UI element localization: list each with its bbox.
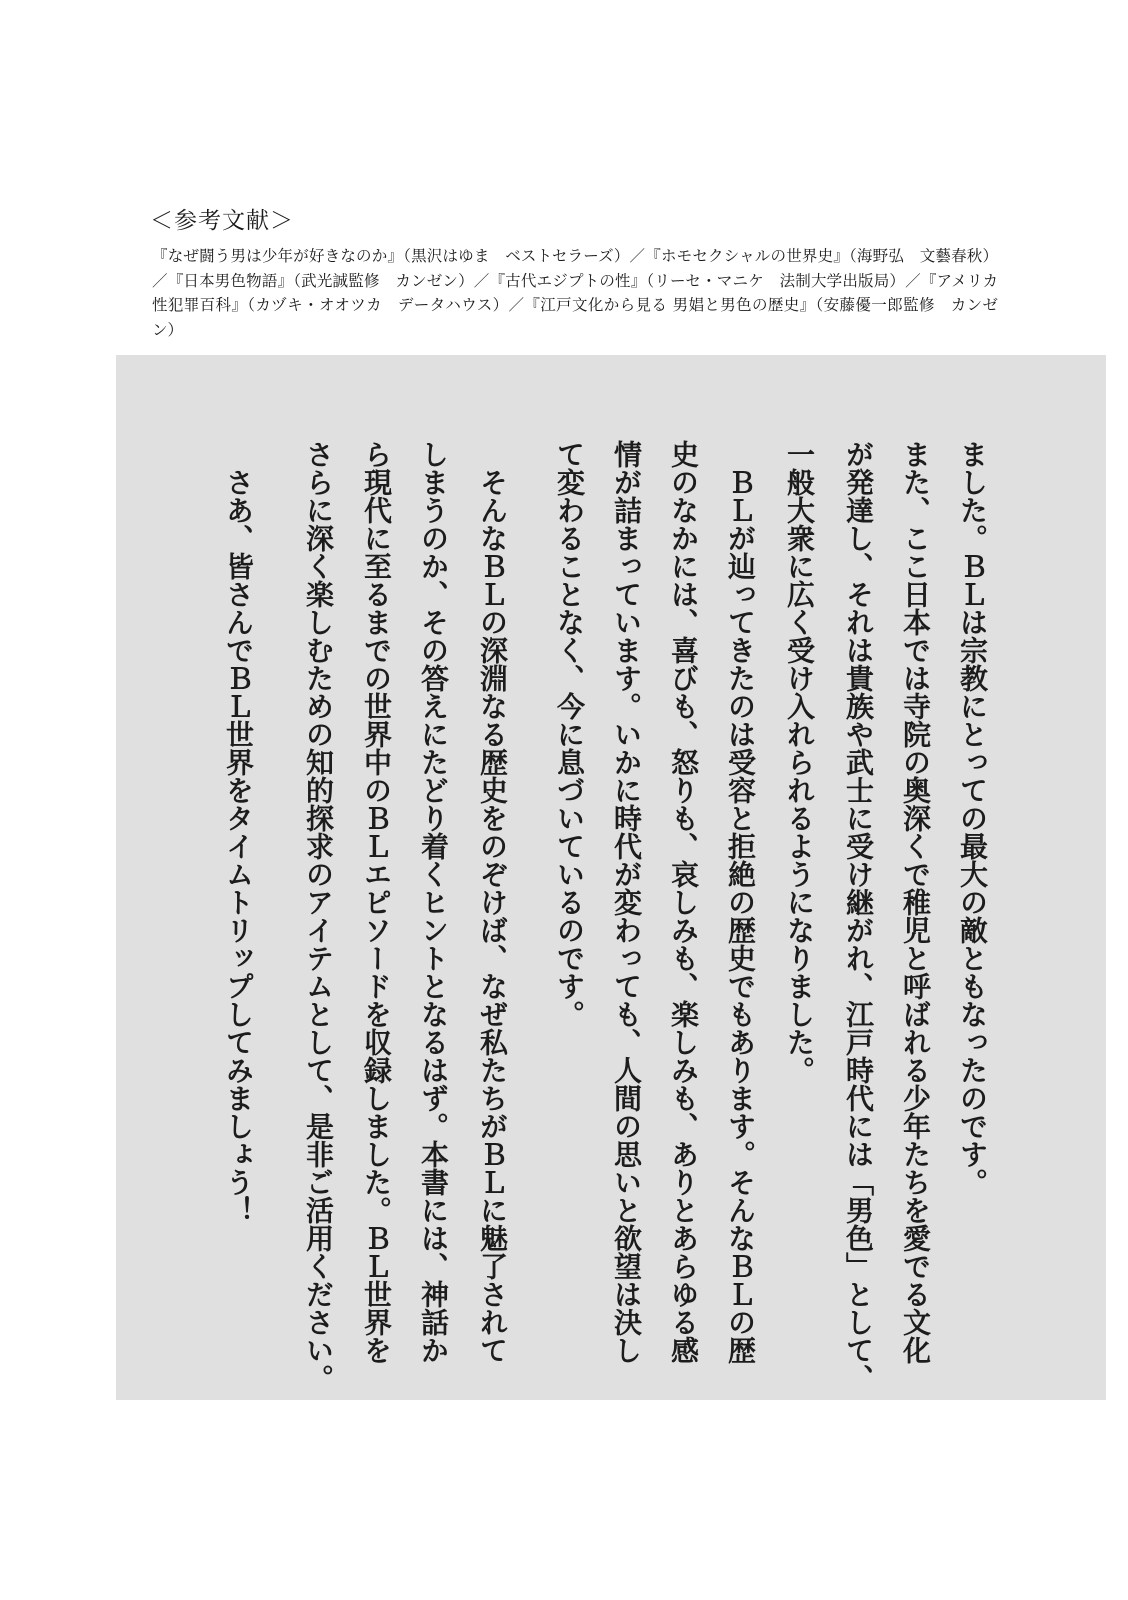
body-column: ら現代に至るまでの世界中のＢＬエピソードを収録しました。ＢＬ世界を xyxy=(360,440,393,1364)
body-column: また、ここ日本では寺院の奥深くで稚児と呼ばれる少年たちを愛でる文化 xyxy=(899,440,932,1364)
body-column: ＢＬが辿ってきたのは受容と拒絶の歴史でもあります。そんなＢＬの歴 xyxy=(724,440,757,1364)
body-column: そんなＢＬの深淵なる歴史をのぞけば、なぜ私たちがＢＬに魅了されて xyxy=(476,440,509,1364)
body-column: さらに深く楽しむための知的探求のアイテムとして、是非ご活用ください。 xyxy=(302,440,335,1392)
references-heading: ＜参考文献＞ xyxy=(150,208,294,234)
body-column: 史のなかには、喜びも、怒りも、哀しみも、楽しみも、ありとあらゆる感 xyxy=(667,440,700,1364)
references-list: 『なぜ闘う男は少年が好きなのか』（黒沢はゆま ベストセラーズ）／『ホモセクシャルの世界史』（海野弘 文藝春秋）／『日本男色物語』（武光誠監修 カンゼン）／『古代エジプトの性』（リーセ・マニケ 法制大学出版局）／『アメリカ性犯罪百科』（カヅキ・オオツカ データハウス）／『江戸文化から見る 男娼と男色の歴史』（安藤優一郎監修 カンゼン） xyxy=(152,247,998,339)
body-column: て変わることなく、今に息づいているのです。 xyxy=(553,440,586,1028)
body-column: 情が詰まっています。いかに時代が変わっても、人間の思いと欲望は決し xyxy=(610,440,643,1364)
body-column: が発達し、それは貴族や武士に受け継がれ、江戸時代には「男色」として、 xyxy=(842,440,875,1392)
body-column: 一般大衆に広く受け入れられるようになりました。 xyxy=(783,440,816,1084)
body-column: さあ、皆さんでＢＬ世界をタイムトリップしてみましょう！ xyxy=(222,440,255,1224)
body-column: しまうのか、その答えにたどり着くヒントとなるはず。本書には、神話か xyxy=(417,440,450,1364)
body-column: ました。ＢＬは宗教にとっての最大の敵ともなったのです。 xyxy=(956,440,989,1196)
